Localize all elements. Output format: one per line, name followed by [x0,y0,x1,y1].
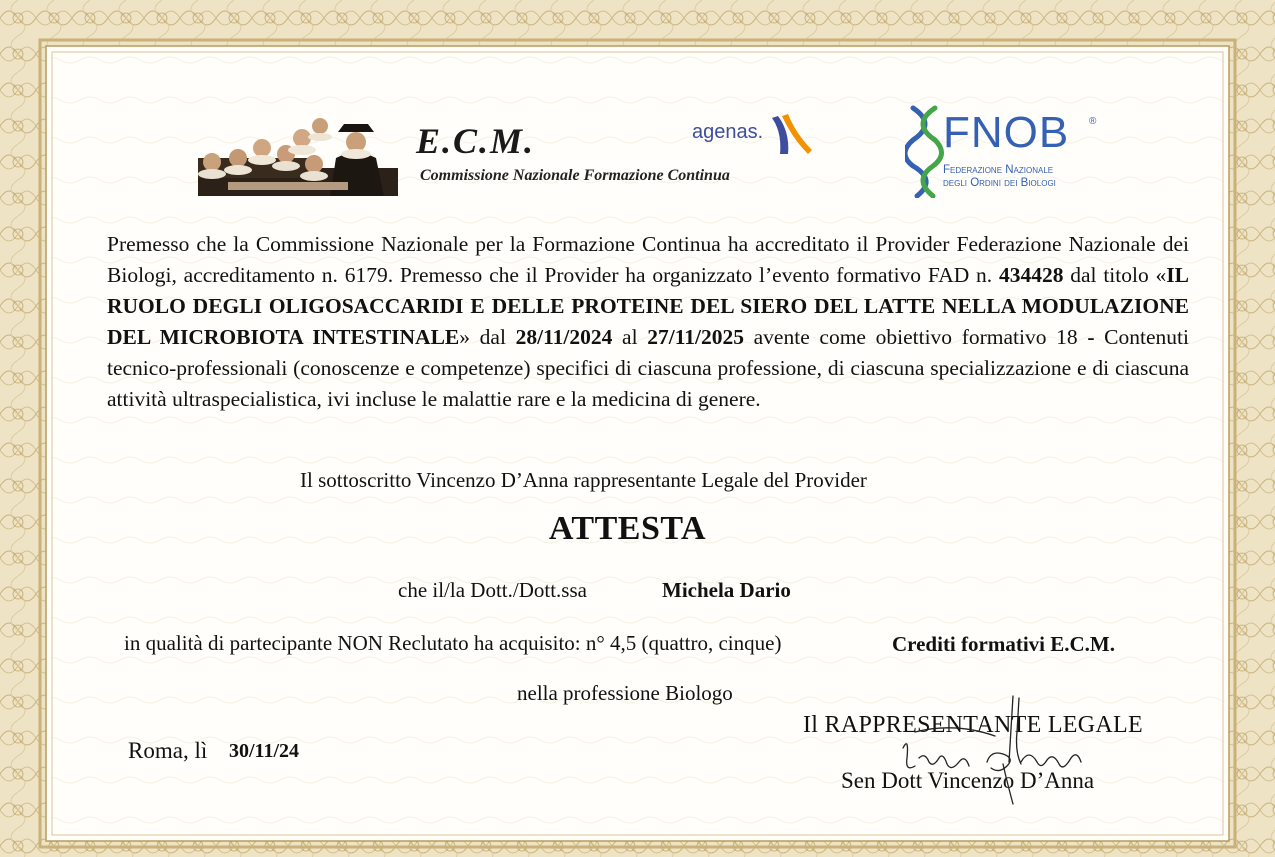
objective-dash: - [1087,325,1095,349]
fnob-subtitle-line1: Federazione Nazionale [943,164,1054,176]
date-from: 28/11/2024 [515,325,613,349]
credits-statement: in qualità di partecipante NON Reclutato ha acquisito: n° 4,5 (quattro, cinque) [124,631,782,655]
dna-helix-icon [905,104,945,198]
ecm-anatomy-lesson-image [198,118,398,196]
issue-date: 30/11/24 [229,740,300,762]
fnob-name: FNOB [943,108,1070,157]
fnob-subtitle [943,164,1056,190]
event-title: IL RUOLO DEGLI OLIGOSACCARIDI E DELLE PROTEINE DEL SIERO DEL LATTE NELLA MODULAZIONE DEL MICROBIOTA INTESTINALE [107,263,1189,349]
credits-label: Crediti formativi E.C.M. [892,632,1115,656]
para-text-5: avente come obiettivo formativo 18 [743,325,1088,349]
handwritten-signature [895,692,1095,810]
date-to: 27/11/2025 [647,325,744,349]
registered-mark: ® [1089,116,1097,127]
para-text-1: Premesso che la Commissione Nazionale per la Formazione Continua ha accreditato il Provider Federazione Nazionale dei Biologi, accreditamento n. 6179. Premesso che il Provider ha organizzato l’evento formativo FAD n. [107,232,1189,287]
signatory-title: Il RAPPRESENTANTE LEGALE [803,712,1143,738]
fad-number: 434428 [998,263,1064,287]
para-text-4: al [612,325,648,349]
ecm-title: E.C.M. [416,121,536,161]
fnob-subtitle-line2: degli Ordini dei Biologi [943,177,1056,189]
ecm-subtitle: Commissione Nazionale Formazione Continua [420,167,730,184]
participant-label: che il/la Dott./Dott.ssa [398,578,587,602]
attesta-heading: ATTESTA [548,510,707,547]
agenas-logo [690,112,820,160]
accreditation-paragraph [107,229,1189,415]
participant-name: Michela Dario [662,578,791,602]
agenas-mark-icon [768,112,816,158]
declaration-intro: Il sottoscritto Vincenzo D’Anna rappresentante Legale del Provider [300,468,867,492]
agenas-name: agenas. [692,121,764,143]
para-text-3: » dal [459,325,516,349]
signatory-name: Sen Dott Vincenzo D’Anna [841,768,1095,793]
place-label: Roma, lì [128,738,208,763]
profession-statement: nella professione Biologo [517,681,733,705]
para-text-6: Contenuti tecnico-professionali (conoscenze e competenze) specifici di ciascuna professione, di ciascuna specializzazione e di ciascuna attività ultraspecialistica, ivi incluse le malattie rare e la medicina di genere. [107,325,1189,411]
fnob-logo [905,104,1105,198]
para-text-2: dal titolo « [1063,263,1167,287]
